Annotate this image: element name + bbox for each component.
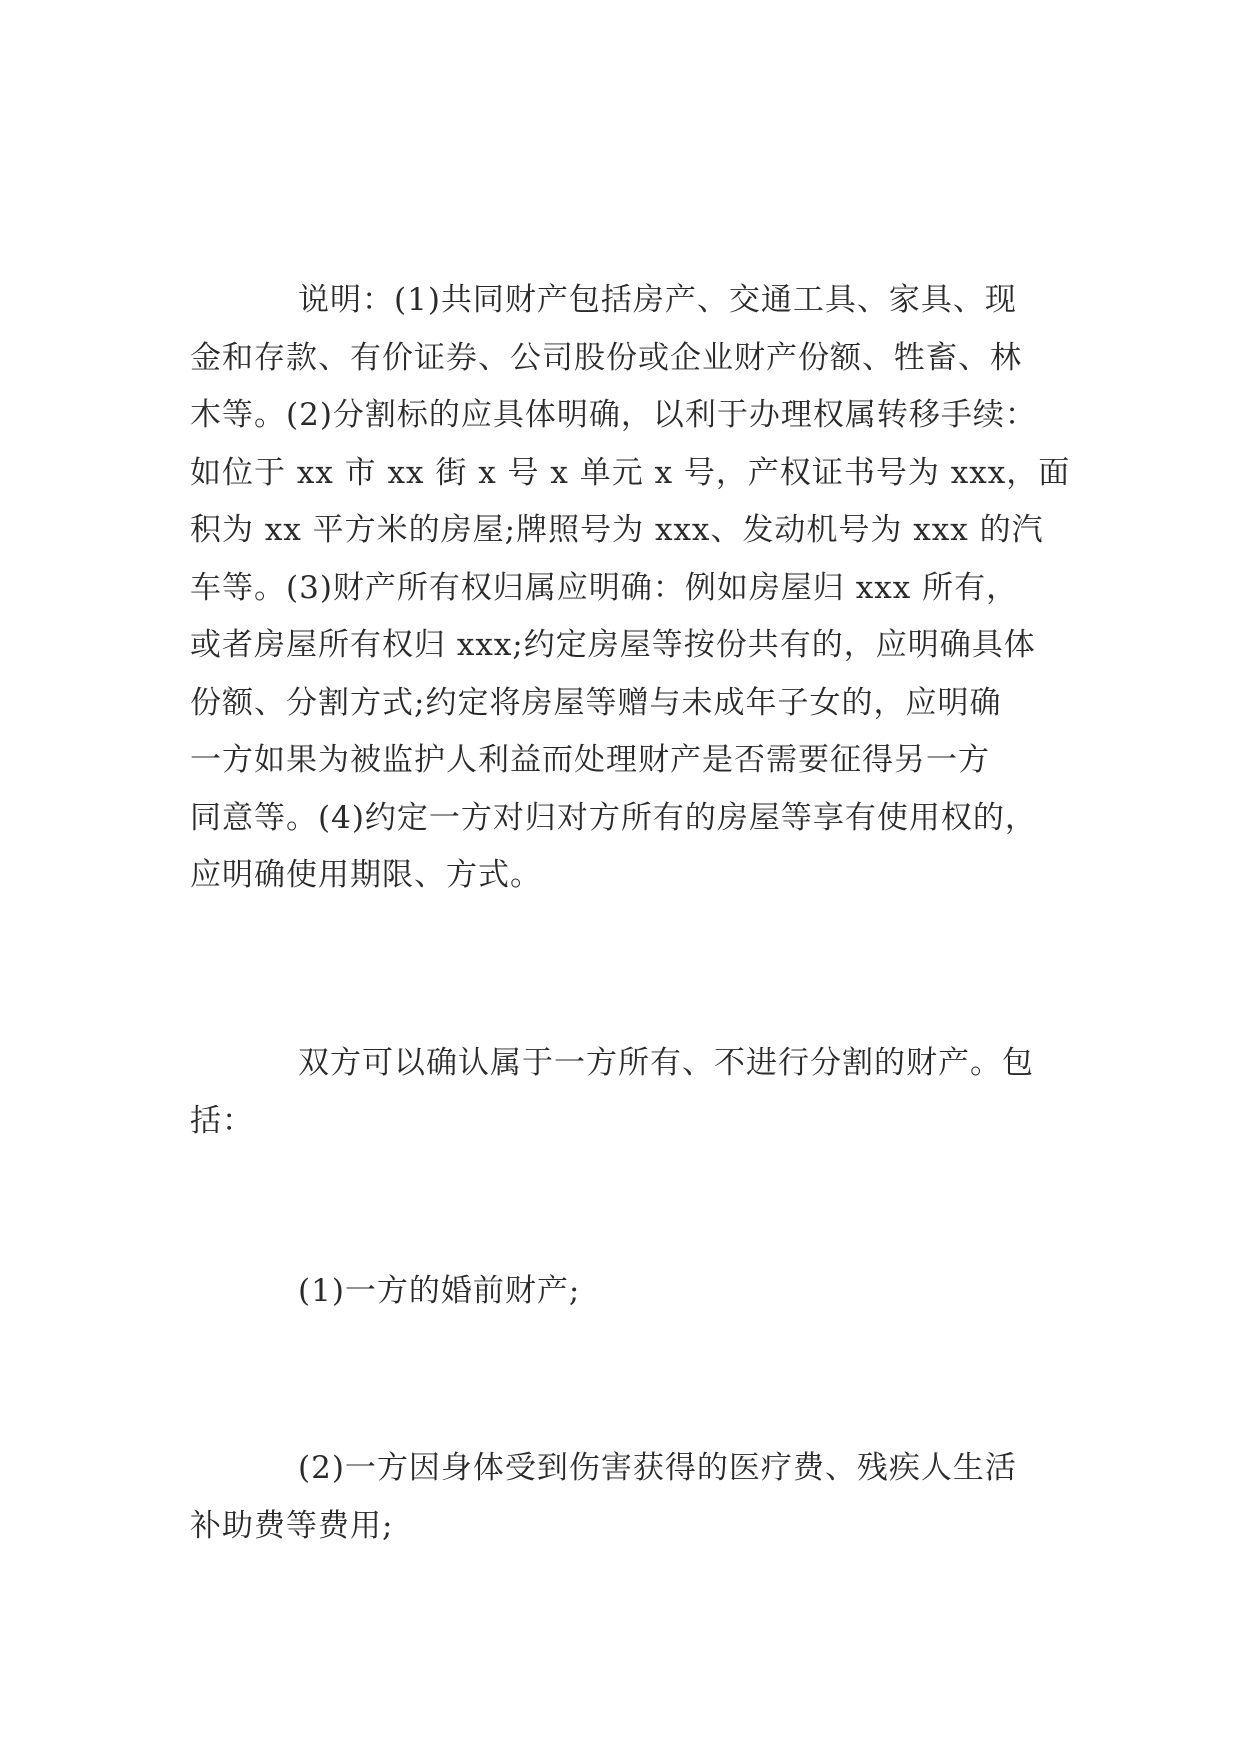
text-line: 一方如果为被监护人利益而处理财产是否需要征得另一方 [190,742,990,778]
text-line: 括： [190,1102,254,1139]
paragraph-item-2 [190,1440,1050,1555]
paragraph-separate-property-intro [190,1035,1050,1150]
text-line: 如位于 xx 市 xx 街 x 号 x 单元 x 号，产权证书号为 xxx，面 [190,454,1071,491]
paragraph-explanation [190,272,1071,905]
text-line: (2)一方因身体受到伤害获得的医疗费、残疾人生活 [298,1450,1017,1486]
text-line: 双方可以确认属于一方所有、不进行分割的财产。包 [298,1045,1034,1081]
text-line: 补助费等费用; [190,1507,394,1544]
text-line: 积为 xx 平方米的房屋;牌照号为 xxx、发动机号为 xxx 的汽 [190,512,1044,548]
text-line: 或者房屋所有权归 xxx;约定房屋等按份共有的，应明确具体 [190,627,1036,663]
text-line: 金和存款、有价证券、公司股份或企业财产份额、牲畜、林 [190,339,1022,376]
text-line: 木等。(2)分割标的应具体明确，以利于办理权属转移手续： [190,397,1037,433]
text-line: 应明确使用期限、方式。 [190,857,542,893]
text-line: 同意等。(4)约定一方对归对方所有的房屋等享有使用权的， [190,799,1037,836]
paragraph-item-1 [190,1263,1050,1321]
text-line: 份额、分割方式;约定将房屋等赠与未成年子女的，应明确 [190,684,1002,721]
text-line: (1)一方的婚前财产; [298,1273,581,1309]
text-line: 说明：(1)共同财产包括房产、交通工具、家具、现 [298,282,1017,318]
text-line: 车等。(3)财产所有权归属应明确：例如房屋归 xxx 所有， [190,569,1019,606]
